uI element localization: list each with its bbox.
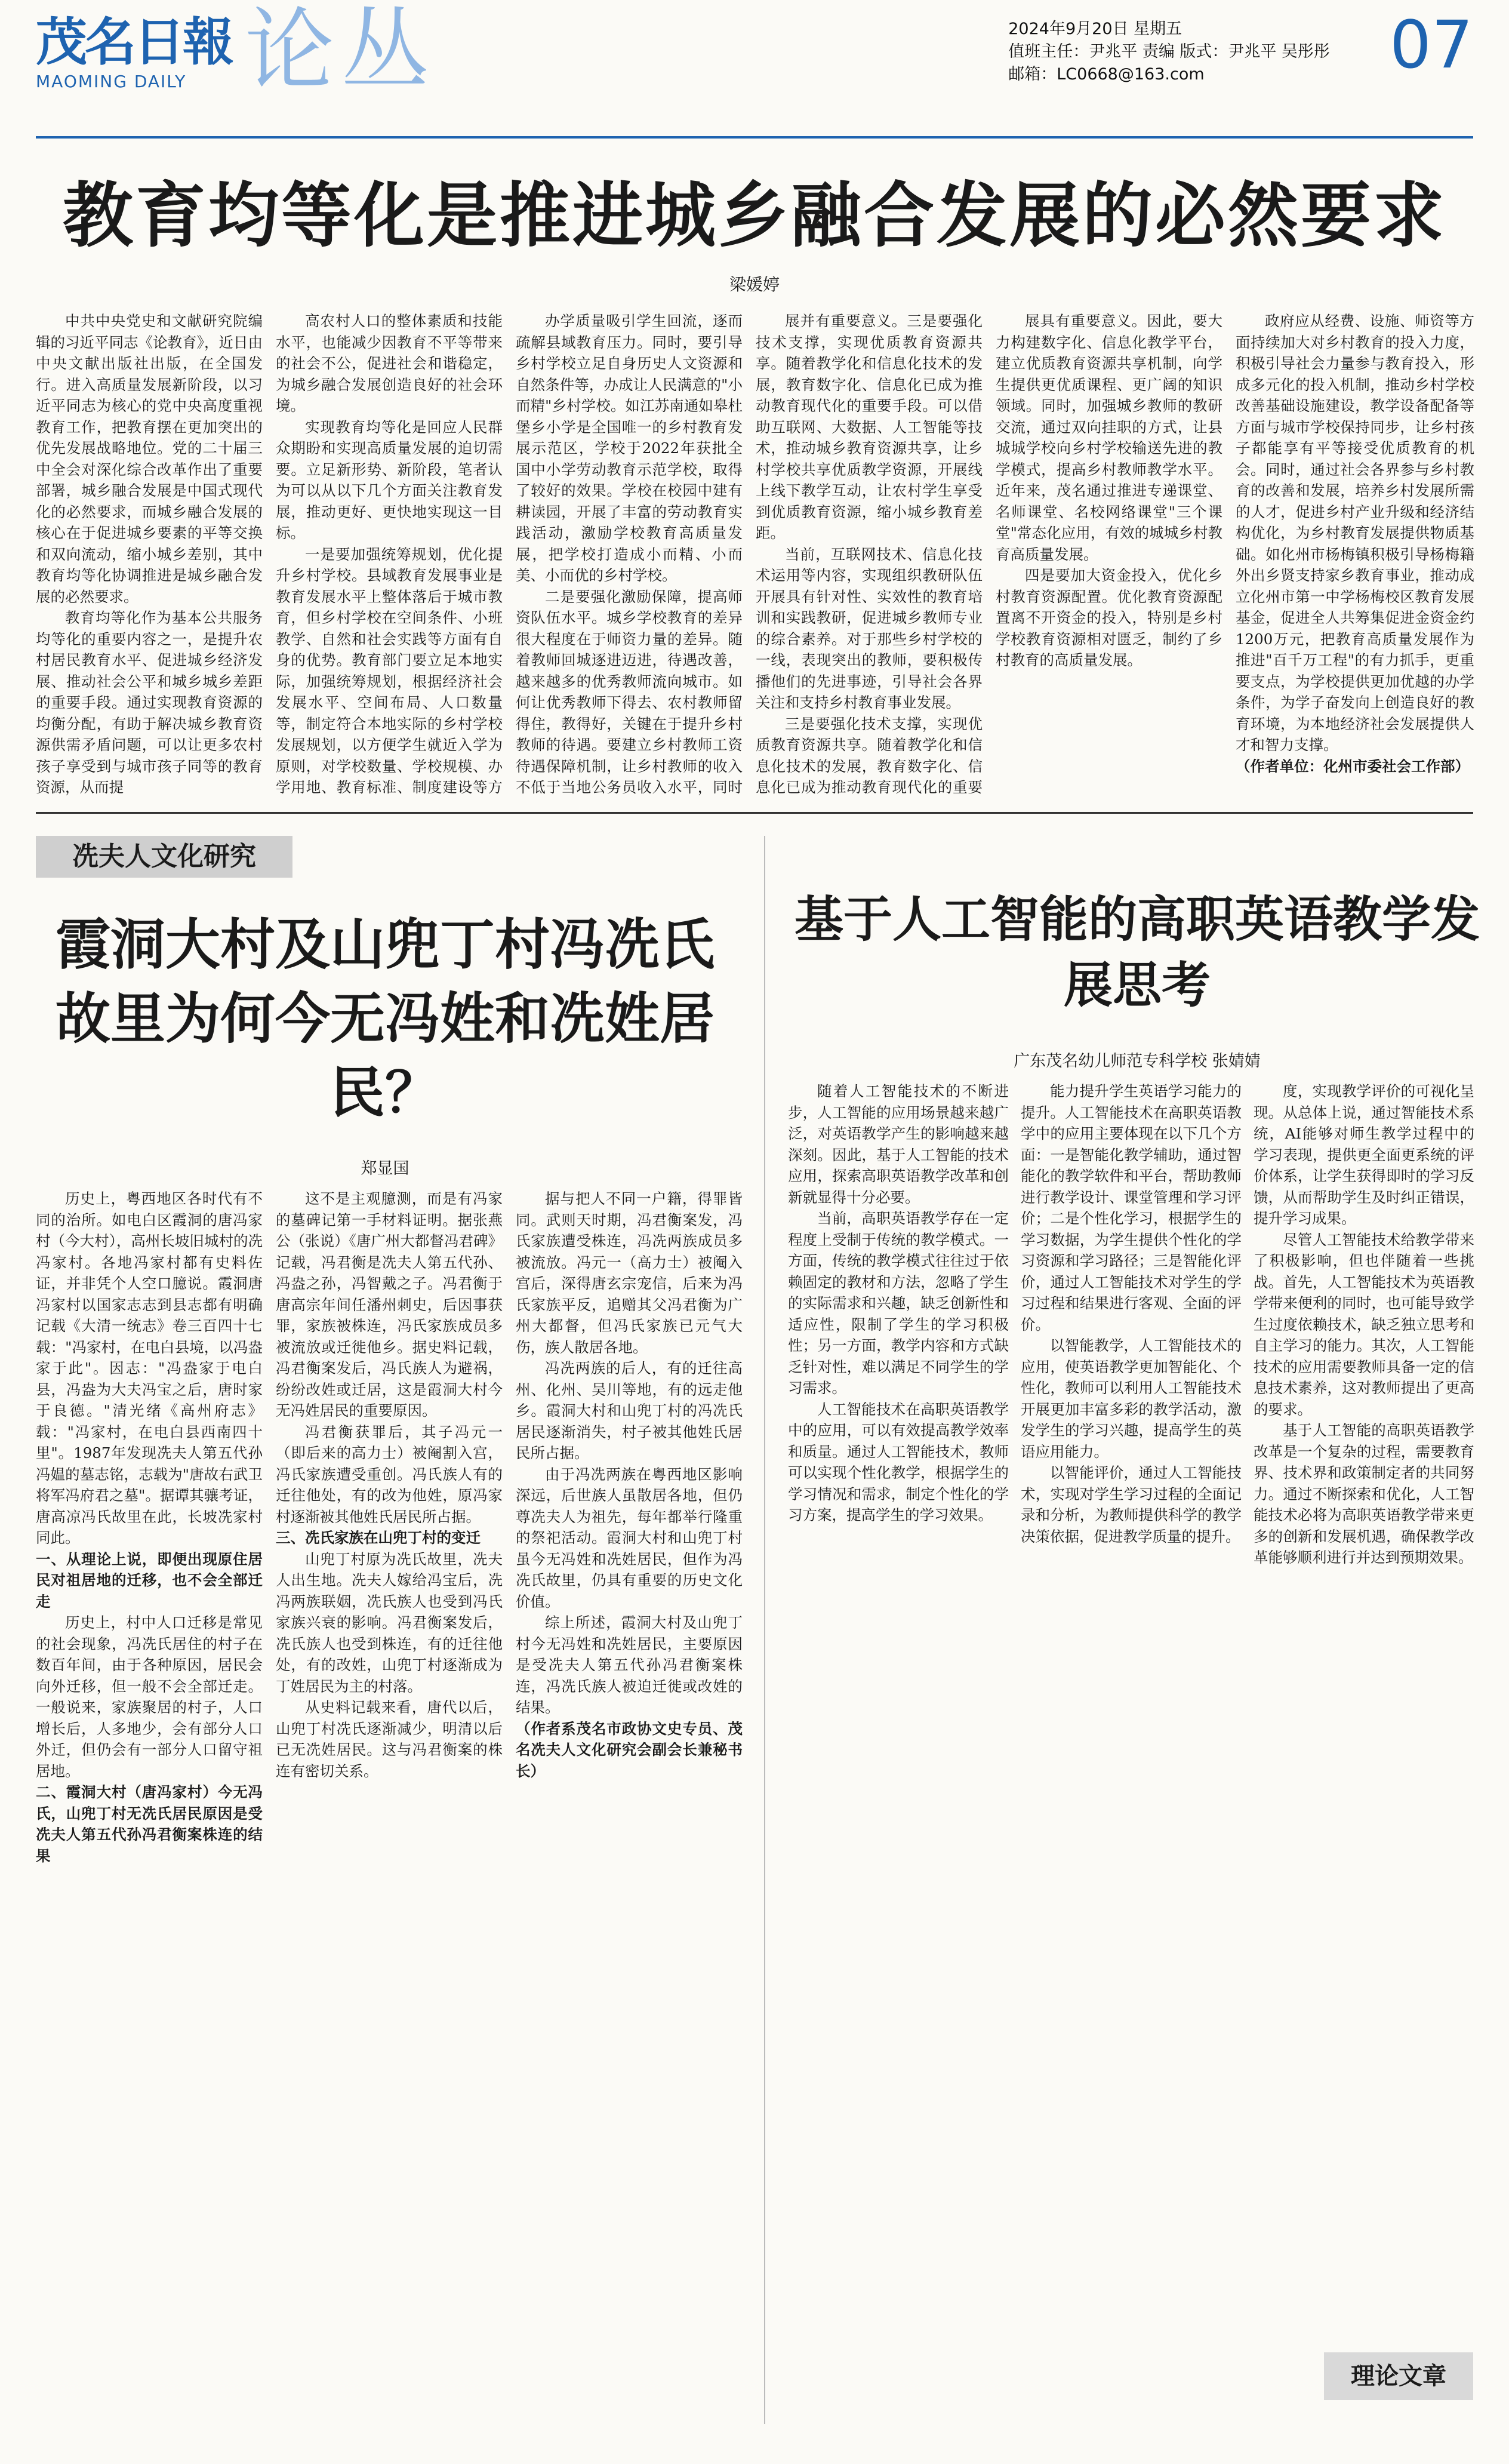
paragraph: 以智能评价，通过人工智能技术，实现对学生学习过程的全面记录和分析，为教师提供科学的教学决策依据，促进教学质量的提升。 <box>1021 1464 1242 1545</box>
paragraph: 实现教育均等化是回应人民群众期盼和实现高质量发展的迫切需要。立足新形势、新阶段，笔者认为可以从以下几个方面关注教育发展，推动更好、更快地实现这一目标。 <box>276 418 503 542</box>
paragraph: 尽管人工智能技术给教学带来了积极影响，但也伴随着一些挑战。首先，人工智能技术为英语教学带来便利的同时，也可能导致学生过度依赖技术，缺乏独立思考和自主学习的能力。其次，人工智能技术的应用需要教师具备一定的信息技术素养，这对教师提出了更高的要求。 <box>1254 1231 1474 1418</box>
logo-chinese: 茂名日報 <box>36 12 232 72</box>
article1-column-3 <box>516 310 743 800</box>
paragraph: 山兜丁村原为冼氏故里，冼夫人出生地。冼夫人嫁给冯宝后，冼冯两族联姻，冼氏族人也受到冯氏家族兴衰的影响。冯君衡案发后，冼氏族人也受到株连，有的迁往他处，有的改姓，山兜丁村逐渐成为丁姓居民为主的村落。 <box>276 1550 503 1695</box>
masthead-rule <box>36 136 1473 139</box>
paragraph: 当前，高职英语教学存在一定程度上受制于传统的教学模式。一方面，传统的教学模式往往过于依赖固定的教材和方法，忽略了学生的实际需求和兴趣，缺乏创新性和适应性，限制了学生的学习积极性；另一方面，教学内容和方式缺乏针对性，难以满足不同学生的学习需求。 <box>788 1210 1009 1396</box>
paragraph: 以智能教学，人工智能技术的应用，使英语教学更加智能化、个性化，教师可以利用人工智能技术开展更加丰富多彩的教学活动，激发学生的学习兴趣，提高学生的英语应用能力。 <box>1021 1337 1242 1460</box>
paragraph: 随着人工智能技术的不断进步，人工智能的应用场景越来越广泛，对英语教学产生的影响越来越深刻。因此，基于人工智能的技术应用，探索高职英语教学改革和创新就显得十分必要。 <box>788 1082 1009 1206</box>
paragraph: 据与把人不同一户籍，得罪皆同。武则天时期，冯君衡案发，冯氏家族遭受株连，冯冼两族成员多被流放。冯元一（高力士）被阉入宫后，深得唐玄宗宠信，后来为冯氏家族平反，追赠其父冯君衡为广州大都督，但冯氏家族已元气大伤，族人散居各地。 <box>516 1190 743 1356</box>
article1-column-6 <box>1236 310 1474 800</box>
page-number: 07 <box>1390 7 1473 83</box>
article1-column-5 <box>996 310 1222 800</box>
paragraph: 政府应从经费、设施、师资等方面持续加大对乡村教育的投入力度，积极引导社会力量参与教育投入，形成多元化的投入机制，推动乡村学校改善基础设施建设，教学设备配备等方面与城市学校保持同步，让乡村孩子都能享有平等接受优质教育的机会。同时，通过社会各界参与乡村教育的改善和发展，培养乡村发展所需的人才，促进乡村产业升级和经济结构优化，为乡村教育发展提供物质基础。如化州市杨梅镇积极引导杨梅籍外出乡贤支持家乡教育事业，推动成立化州市第一中学杨梅校区教育发展基金，促进全人共筹集促进金资金约1200万元，把教育高质量发展作为推进"百千万工程"的有力抓手，更重要支点，为学校提供更加优越的办学条件，为学子奋发向上创造良好的教育环境，为本地经济社会发展提供人才和智力支撑。 <box>1236 312 1474 753</box>
paragraph: 二是要强化激励保障，提高师资队伍水平。城乡学校教育的差异很大程度在于师资力量的差异。随着教师回城逐进迈进，待遇改善，越来越多的优秀教师流向城市。如何让优秀教师下得去、农村教师留得住，教得好，关键在于提升乡村教师的待遇。要建立乡村教师工资待遇保障机制，让乡村教师的收入不低于当地公务员收入水平，同时 <box>516 587 743 796</box>
paragraph: 人工智能技术在高职英语教学中的应用，可以有效提高教学效率和质量。通过人工智能技术，教师可以实现个性化教学，根据学生的学习情况和需求，制定个性化的学习方案，提高学生的学习效果。 <box>788 1400 1009 1524</box>
column-tag: 冼夫人文化研究 <box>36 836 292 878</box>
paragraph: 度，实现教学评价的可视化呈现。从总体上说，通过智能技术系统，AI能够对师生教学过程中的学习表现，提供更全面更系统的评价体系，让学生获得即时的学习反馈，从而帮助学生及时纠正错误，提升学习成果。 <box>1254 1082 1474 1227</box>
article1-author: 梁媛婷 <box>729 275 780 294</box>
paragraph: 展具有重要意义。因此，要大力构建数字化、信息化教学平台，建立优质教育资源共享机制，向学生提供更优质课程、更广阔的知识领域。同时，加强城乡教师的教研交流，通过双向挂职的方式，让县城城学校向乡村学校输送先进的教学模式，提高乡村教师教学水平。近年来，茂名通过推进专递课堂、名师课堂、名校网络课堂"三个课堂"常态化应用，有效的城城乡村教育高质量发展。 <box>996 312 1222 563</box>
article3-column-2 <box>1021 1081 1242 2430</box>
article2-column-1 <box>36 1188 263 2430</box>
article1-title: 教育均等化是推进城乡融合发展的必然要求 <box>62 174 1446 257</box>
paragraph: 一是要加强统筹规划，优化提升乡村学校。县域教育发展事业是教育发展水平上整体落后于城市教育，但乡村学校在空间条件、小班教学、自然和社会实践等方面有自身的优势。教育部门要立足本地实际，加强统筹规划，根据经济社会发展水平、空间布局、人口数量等，制定符合本地实际的乡村学校发展规划，以方便学生就近入学为原则，对学校数量、学校规模、办学用地、教育标准、制度建设等方 <box>276 545 503 796</box>
subheading: 一、从理论上说，即便出现原住居民对祖居地的迁移，也不会全部迁走 <box>36 1550 263 1610</box>
paragraph: 这不是主观臆测，而是有冯家的墓碑记第一手材料证明。据张燕公（张说）《唐广州大都督冯君碑》记载，冯君衡是冼夫人第五代孙、冯盎之孙，冯智戴之子。冯君衡于唐高宗年间任潘州刺史，后因事获罪，家族被株连，冯氏家族成员多被流放或迁徙他乡。据史料记载，冯君衡案发后，冯氏族人为避祸，纷纷改姓或迁居，这是霞洞大村今无冯姓居民的重要原因。 <box>276 1190 503 1419</box>
section-title: 论丛 <box>245 0 436 103</box>
subheading: 二、霞洞大村（唐冯家村）今无冯氏，山兜丁村无冼氏居民原因是受冼夫人第五代孙冯君衡案株连的结果 <box>36 1783 263 1865</box>
date-line: 2024年9月20日 星期五 <box>1008 20 1182 38</box>
paragraph: 教育均等化作为基本公共服务均等化的重要内容之一，是提升农村居民教育水平、促进城乡经济发展、推动社会公平和城乡城乡差距的重要手段。通过实现教育资源的均衡分配，有助于解决城乡教育资源供需矛盾问题，可以让更多农村孩子享受到与城市孩子同等的教育资源，从而提 <box>36 609 263 796</box>
editor-line: 值班主任：尹兆平 责编 版式：尹兆平 吴彤彤 <box>1008 42 1330 61</box>
column-divider <box>764 836 765 2424</box>
paragraph: 冯冼两族的后人，有的迁往高州、化州、吴川等地，有的远走他乡。霞洞大村和山兜丁村的冯冼氏居民逐渐消失，村子被其他姓氏居民所占据。 <box>516 1359 743 1462</box>
article2-column-2 <box>276 1188 503 2430</box>
paragraph: 历史上，粤西地区各时代有不同的治所。如电白区霞洞的唐冯家村（今大村），高州长坡旧城村的冼冯家村。各地冯家村都有史料佐证，并非凭个人空口臆说。霞洞唐冯家村以国家志志到县志都有明确记载《大清一统志》卷三百四十七载："冯家村，在电白县境，以冯盎家于此"。因志："冯盎家于电白县，冯盎为大夫冯宝之后，唐时家于良德。"清光绪《高州府志》载："冯家村，在电白县西南四十里"。1987年发现冼夫人第五代孙冯媪的墓志铭，志载为"唐故右武卫将军冯府君之墓"。据谭其骧考证，唐高凉冯氏故里在此，长坡冼家村同此。 <box>36 1190 263 1546</box>
article2-title: 霞洞大村及山兜丁村冯冼氏故里为何今无冯姓和冼姓居民？ <box>55 912 715 1125</box>
paragraph: 四是要加大资金投入，优化乡村教育资源配置。优化教育资源配置离不开资金的投入，特别是乡村学校教育资源相对匮乏，制约了乡村教育的高质量发展。 <box>996 567 1222 669</box>
author-affiliation: （作者单位：化州市委社会工作部） <box>1236 757 1470 775</box>
paragraph: 展并有重要意义。三是要强化技术支撑，实现优质教育资源共享。随着教学化和信息化技术的发展，教育数字化、信息化已成为推动教育现代化的重要手段。可以借助互联网、大数据、人工智能等技术，推动城乡教育资源共享，让乡村学校共享优质教学资源，开展线上线下教学互动，让农村学生享受到优质教育资源，缩小城乡教育差距。 <box>756 312 983 542</box>
paragraph: 从史料记载来看，唐代以后，山兜丁村冼氏逐渐减少，明清以后已无冼姓居民。这与冯君衡案的株连有密切关系。 <box>276 1699 503 1780</box>
newspaper-logo <box>36 12 232 91</box>
paragraph: 中共中央党史和文献研究院编辑的习近平同志《论教育》，近日由中央文献出版社出版，在全国发行。进入高质量发展新阶段，以习近平同志为核心的党中央高度重视教育工作，把教育摆在更加突出的优先发展战略地位。党的二十届三中全会对深化综合改革作出了重要部署，城乡融合发展是中国式现代化的必然要求，而城乡融合发展的核心在于促进城乡要素的平等交换和双向流动，缩小城乡差别，其中教育均等化协调推进是城乡融合发展的必然要求。 <box>36 312 263 605</box>
paragraph: 高农村人口的整体素质和技能水平，也能减少因教育不平等带来的社会不公，促进社会和谐稳定，为城乡融合发展创造良好的社会环境。 <box>276 312 503 414</box>
paragraph: 三是要强化技术支撑，实现优质教育资源共享。随着教学化和信息化技术的发展，教育数字化、信息化已成为推动教育现代化的重要 <box>756 715 983 796</box>
paragraph: 综上所述，霞洞大村及山兜丁村今无冯姓和冼姓居民，主要原因是受冼夫人第五代孙冯君衡案株连，冯冼氏族人被迫迁徙或改姓的结果。 <box>516 1614 743 1716</box>
paragraph: 基于人工智能的高职英语教学改革是一个复杂的过程，需要教育界、技术界和政策制定者的共同努力。通过不断探索和优化，人工智能技术必将为高职英语教学带来更多的创新和发展机遇，确保教学改革能够顺利进行并达到预期效果。 <box>1254 1422 1474 1566</box>
logo-english: MAOMING DAILY <box>36 72 187 91</box>
article3-column-1 <box>788 1081 1009 2430</box>
paragraph: 能力提升学生英语学习能力的提升。人工智能技术在高职英语教学中的应用主要体现在以下几个方面：一是智能化教学辅助，通过智能化的教学软件和平台，帮助教师进行教学设计、课堂管理和学习评价；二是个性化学习，根据学生的学习数据，为学生提供个性化的学习资源和学习路径；三是智能化评价，通过人工智能技术对学生的学习过程和结果进行客观、全面的评价。 <box>1021 1082 1242 1333</box>
section-divider <box>36 812 1473 814</box>
masthead-meta <box>1008 18 1330 86</box>
article1-column-2 <box>276 310 503 800</box>
article1-column-1 <box>36 310 263 800</box>
paragraph: 历史上，村中人口迁移是常见的社会现象，冯冼氏居住的村子在数百年间，由于各种原因，居民会向外迁移，但一般不会全部迁走。一般说来，家族聚居的村子，人口增长后，人多地少，会有部分人口外迁，但仍会有一部分人口留守祖居地。 <box>36 1614 263 1780</box>
subheading: 三、冼氏家族在山兜丁村的变迁 <box>276 1529 481 1546</box>
theory-article-badge: 理论文章 <box>1324 2352 1473 2400</box>
author-affiliation: （作者系茂名市政协文史专员、茂名冼夫人文化研究会副会长兼秘书长） <box>516 1719 743 1780</box>
article2-author: 郑显国 <box>361 1159 409 1178</box>
article3-column-3 <box>1254 1081 1474 2334</box>
article3-title: 基于人工智能的高职英语教学发展思考 <box>794 891 1480 1014</box>
paragraph: 冯君衡获罪后，其子冯元一（即后来的高力士）被阉割入宫，冯氏家族遭受重创。冯氏族人有的迁往他处，有的改为他姓，原冯家村逐渐被其他姓氏居民所占据。 <box>276 1423 503 1525</box>
article1-column-4 <box>756 310 983 800</box>
email-line: 邮箱：LC0668@163.com <box>1008 65 1205 84</box>
article2-column-3 <box>516 1188 743 2430</box>
paragraph: 当前，互联网技术、信息化技术运用等内容，实现组织教研队伍开展具有针对性、实效性的教育培训和实践教研，促进城乡教师专业的综合素养。对于那些乡村学校的一线，表现突出的教师，要积极传播他们的先进事迹，引导社会各界关注和支持乡村教育事业发展。 <box>756 545 983 711</box>
paragraph: 由于冯冼两族在粤西地区影响深远，后世族人虽散居各地，但仍尊冼夫人为祖先，每年都举行隆重的祭祀活动。霞洞大村和山兜丁村虽今无冯姓和冼姓居民，但作为冯冼氏故里，仍具有重要的历史文化价值。 <box>516 1465 743 1610</box>
paragraph: 办学质量吸引学生回流，逐而疏解县域教育压力。同时，要引导乡村学校立足自身历史人文资源和自然条件等，办成让人民满意的"小而精"乡村学校。如江苏南通如皋杜堡乡小学是全国唯一的乡村教育发展示范区，学校于2022年获批全国中小学劳动教育示范学校，取得了较好的效果。学校在校园中建有耕读园，开展了丰富的劳动教育实践活动，激励学校教育高质量发展，把学校打造成小而精、小而美、小而优的乡村学校。 <box>516 312 743 584</box>
article3-author: 广东茂名幼儿师范专科学校 张婧婧 <box>1014 1052 1261 1070</box>
